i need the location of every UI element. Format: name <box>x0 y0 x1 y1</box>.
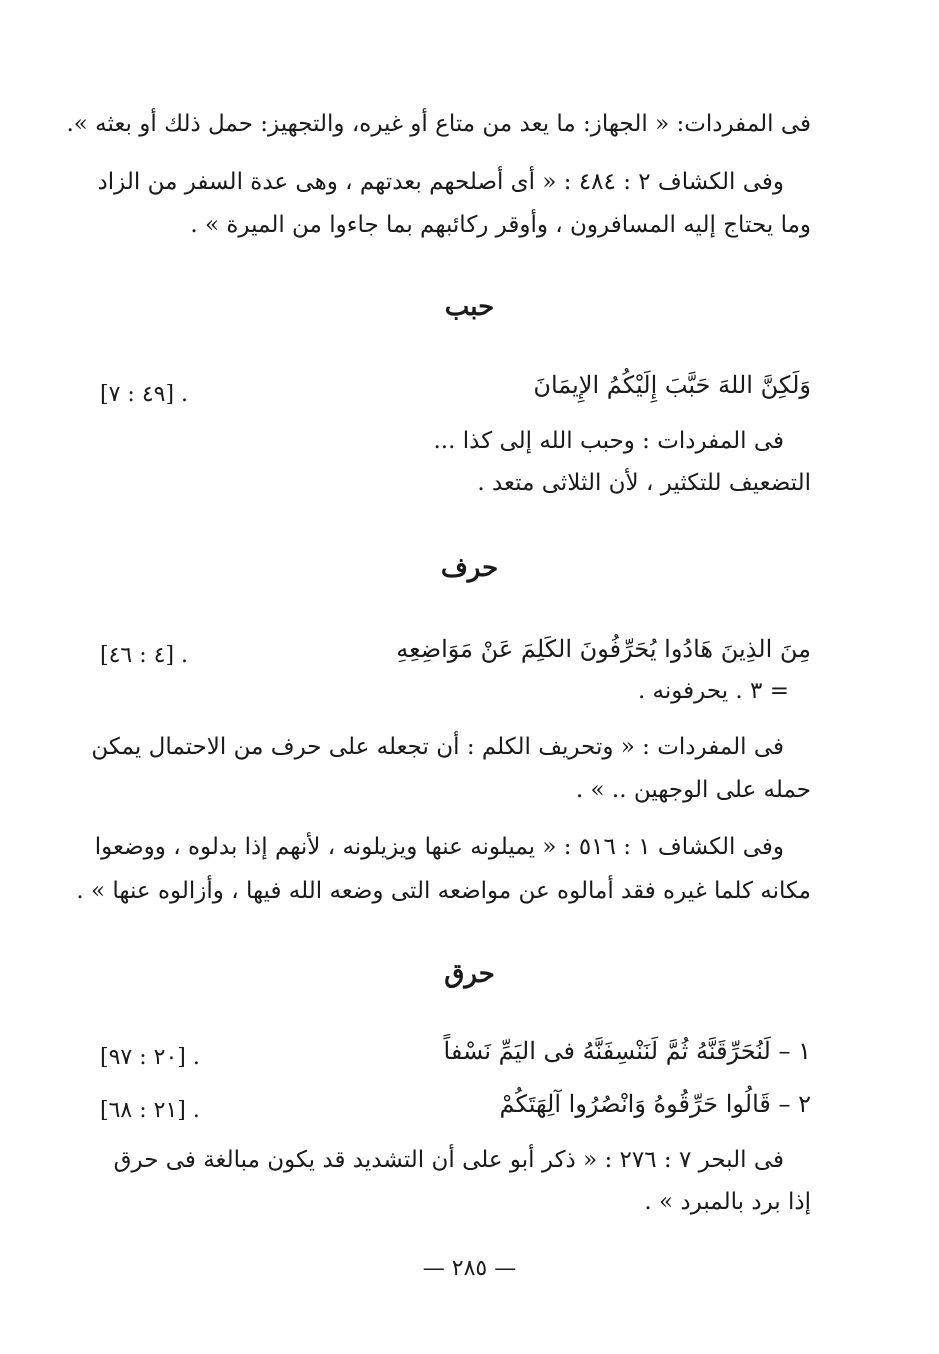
harf-kashshaf-line1: وفى الكشاف ١ : ٥١٦ : « يميلونه عنها ويزيلونه ، لأنهم إذا بدلوه ، ووضعوا <box>94 834 784 860</box>
harq-bahr-line2: إذا برد بالمبرد » . <box>644 1189 811 1215</box>
harf-verse: مِنَ الذِينَ هَادُوا يُحَرِّفُونَ الكَلِمَ عَنْ مَوَاضِعِهِ <box>396 635 811 663</box>
habab-verse: وَلَكِنَّ اللهَ حَبَّبَ إِلَيْكُمُ الإِيمَانَ <box>533 371 811 399</box>
jahaz-kashshaf-line1: وفى الكشاف ٢ : ٤٨٤ : « أى أصلحهم بعدتهم ، وهى عدة السفر من الزاد <box>97 169 784 195</box>
jahaz-mufradat-line: فى المفردات: « الجهاز: ما يعد من متاع أو غيره، والتجهيز: حمل ذلك أو بعثه ». <box>66 111 811 137</box>
harf-verse-ref: [٤ : ٤٦] . <box>100 643 189 668</box>
habab-mufradat-line2: التضعيف للتكثير ، لأن الثلاثى متعد . <box>477 470 811 496</box>
heading-harf: حرف <box>440 553 499 583</box>
harq-verse-2: ٢ – قَالُوا حَرِّقُوهُ وَانْصُرُوا آلِهَتَكُمْ <box>499 1090 811 1118</box>
harq-bahr-line1: فى البحر ٧ : ٢٧٦ : « ذكر أبو على أن التشديد قد يكون مبالغة فى حرق <box>113 1147 784 1173</box>
jahaz-kashshaf-line2: وما يحتاج إليه المسافرون ، وأوقر ركائبهم بما جاءوا من الميرة » . <box>190 212 811 238</box>
heading-harq: حرق <box>444 959 495 989</box>
harf-mufradat-line2: حمله على الوجهين .. » . <box>575 777 811 803</box>
harq-verse-1-ref: [٢٠ : ٩٧] . <box>100 1045 200 1070</box>
harf-verse-note: = ٣ . يحرفونه . <box>637 678 789 704</box>
harq-verse-2-ref: [٢١ : ٦٨] . <box>100 1098 200 1123</box>
page-number: — ٢٨٥ — <box>422 1256 517 1281</box>
harf-mufradat-line1: فى المفردات : « وتحريف الكلم : أن تجعله على حرف من الاحتمال يمكن <box>91 734 784 760</box>
harf-kashshaf-line2: مكانه كلما غيره فقد أمالوه عن مواضعه التى وضعه الله فيها ، وأزالوه عنها » . <box>76 878 811 904</box>
harq-verse-1: ١ – لَنُحَرِّقَنَّهُ ثُمَّ لَنَنْسِفَنَّهُ فى اليَمِّ نَسْفاً <box>443 1037 811 1065</box>
habab-verse-ref: [٤٩ : ٧] . <box>100 382 189 407</box>
habab-mufradat-line1: فى المفردات : وحبب الله إلى كذا ... <box>433 428 784 454</box>
heading-habab: حبب <box>444 292 495 322</box>
